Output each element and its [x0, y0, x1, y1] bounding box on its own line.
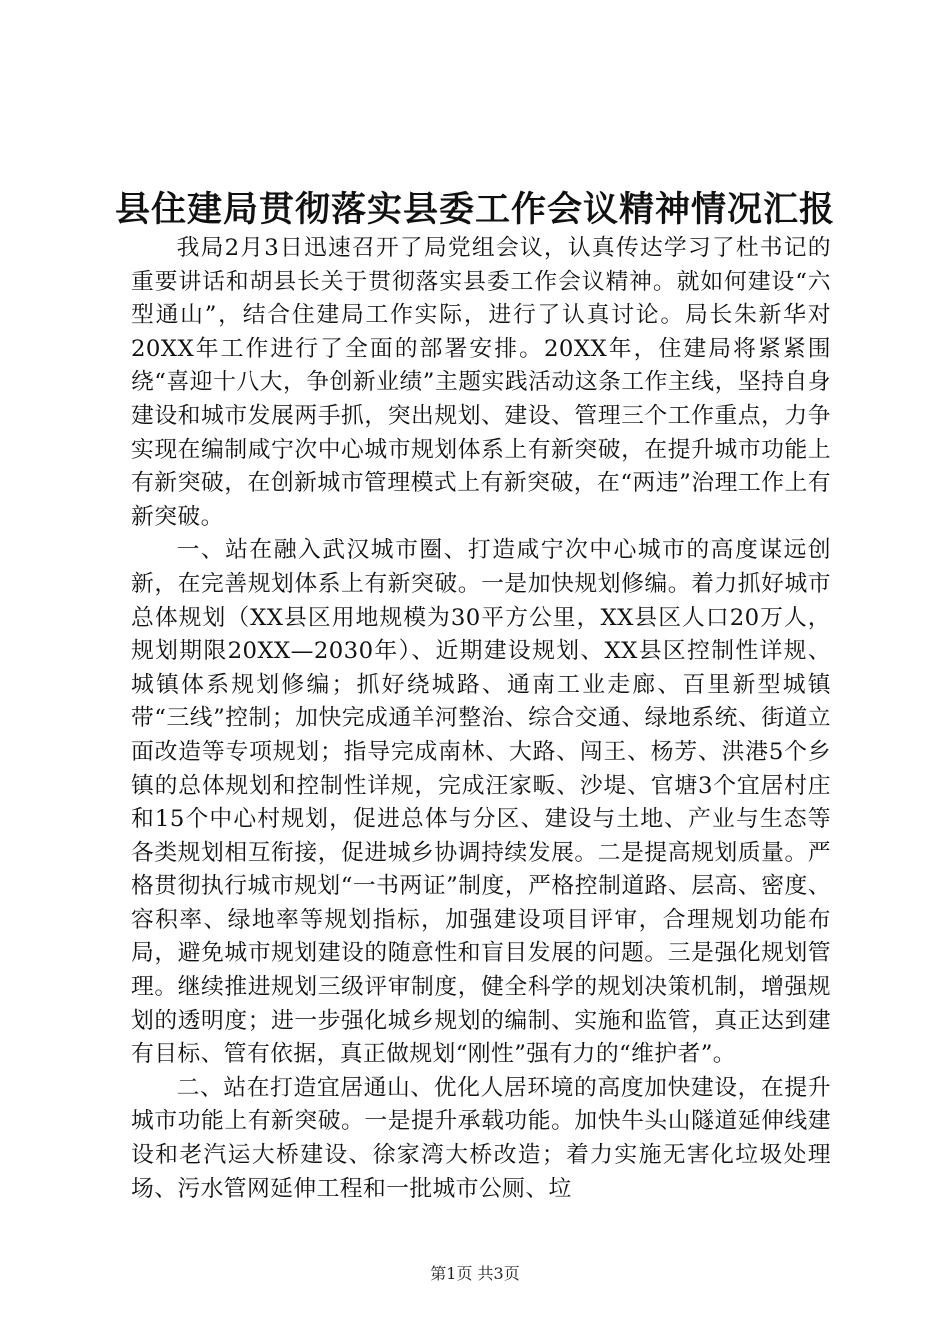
paragraph-section-2: 二、站在打造宜居通山、优化人居环境的高度加快建设，在提升城市功能上有新突破。一是提升承载功能。加快牛头山隧道延伸线建设和老汽运大桥建设、徐家湾大桥改造；着力实施无害化垃圾处理场、污水管网延伸工程和一批城市公厕、垃: [131, 1074, 831, 1202]
document-body: [131, 232, 831, 1206]
document-title: 县住建局贯彻落实县委工作会议精神情况汇报: [114, 189, 835, 230]
paragraph-intro: 我局2月3日迅速召开了局党组会议，认真传达学习了杜书记的重要讲话和胡县长关于贯彻落实县委工作会议精神。就如何建设“六型通山”，结合住建局工作实际，进行了认真讨论。局长朱新华对20XX年工作进行了全面的部署安排。20XX年，住建局将紧紧围绕“喜迎十八大，争创新业绩”主题实践活动这条工作主线，坚持自身建设和城市发展两手抓，突出规划、建设、管理三个工作重点，力争实现在编制咸宁次中心城市规划体系上有新突破，在提升城市功能上有新突破，在创新城市管理模式上有新突破，在“两违”治理工作上有新突破。: [131, 235, 831, 530]
paragraph-section-1: 一、站在融入武汉城市圈、打造咸宁次中心城市的高度谋远创新，在完善规划体系上有新突破。一是加快规划修编。着力抓好城市总体规划（XX县区用地规模为30平方公里，XX县区人口20万人，规划期限20XX—2030年）、近期建设规划、XX县区控制性详规、城镇体系规划修编；抓好绕城路、通南工业走廊、百里新型城镇带“三线”控制；加快完成通羊河整治、综合交通、绿地系统、街道立面改造等专项规划；指导完成南林、大路、闯王、杨芳、洪港5个乡镇的总体规划和控制性详规，完成汪家畈、沙堤、官塘3个宜居村庄和15个中心村规划，促进总体与分区、建设与土地、产业与生态等各类规划相互衔接，促进城乡协调持续发展。二是提高规划质量。严格贯彻执行城市规划“一书两证”制度，严格控制道路、层高、密度、容积率、绿地率等规划指标，加强建设项目评审，合理规划功能布局，避免城市规划建设的随意性和盲目发展的问题。三是强化规划管理。继续推进规划三级评审制度，健全科学的规划决策机制，增强规划的透明度；进一步强化城乡规划的编制、实施和监管，真正达到建有目标、管有依据，真正做规划“刚性”强有力的“维护者”。: [131, 537, 831, 1068]
page-number-footer: 第1页 共3页: [430, 1264, 520, 1283]
